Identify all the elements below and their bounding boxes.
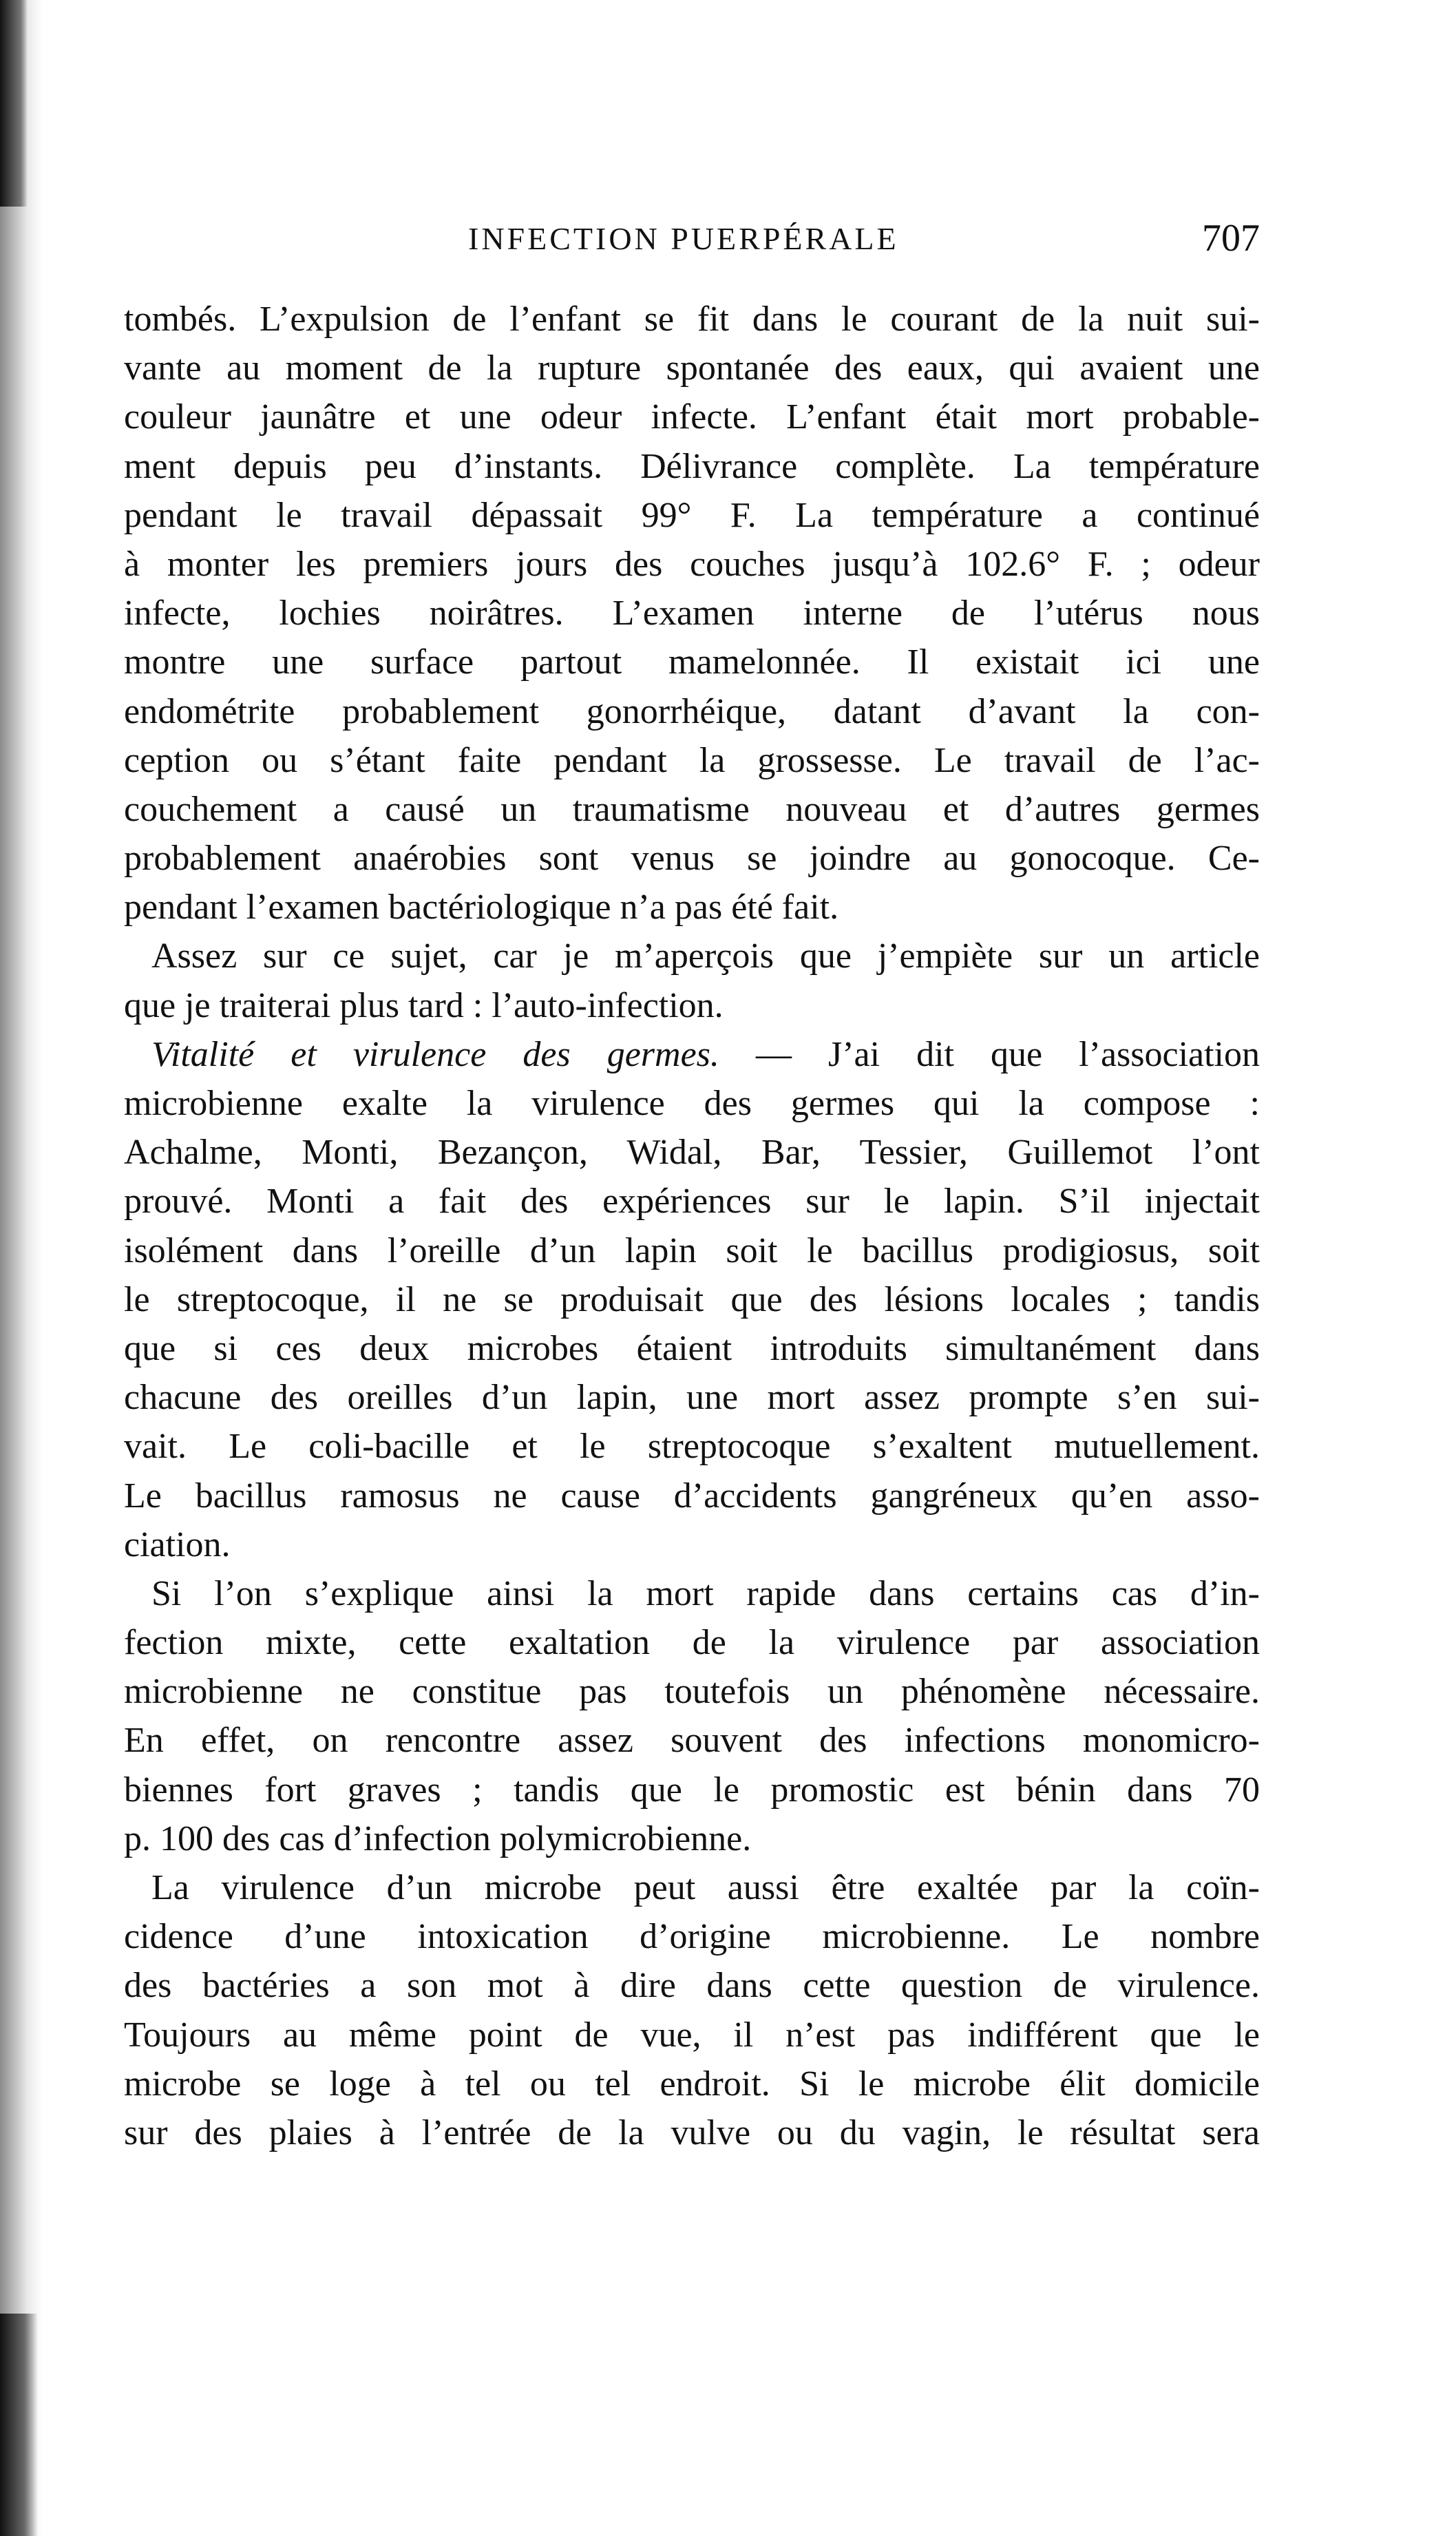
text-line: des bactéries a son mot à dire dans cette question de virulence. [124,1966,1260,2006]
page-number: 707 [1202,217,1260,260]
text-line: En effet, on rencontre assez souvent des infections monomicro- [124,1721,1260,1761]
text-line: le streptocoque, il ne se produisait que des lésions locales ; tandis [124,1279,1260,1319]
text-line: à monter les premiers jours des couches jusqu’à 102.6° F. ; odeur [124,544,1260,584]
text-line: microbienne exalte la virulence des germes qui la compose : [124,1084,1260,1123]
text-line: pendant le travail dépassait 99° F. La température a continué [124,495,1260,535]
section-heading: Vitalité et virulence des germes. [151,1034,719,1074]
text-line: La virulence d’un microbe peut aussi être exaltée par la coïn- [151,1868,1260,1907]
text-line: cidence d’une intoxication d’origine microbienne. Le nombre [124,1917,1260,1957]
text-line: Achalme, Monti, Bezançon, Widal, Bar, Tessier, Guillemot l’ont [124,1133,1260,1173]
text-line: vante au moment de la rupture spontanée des eaux, qui avaient une [124,348,1260,388]
text-line: que je traiterai plus tard : l’auto-infection. [124,985,724,1025]
scan-noise-marks [124,2500,1363,2513]
text-line: Toujours au même point de vue, il n’est pas indifférent que le [124,2015,1260,2055]
running-title: INFECTION PUERPÉRALE [468,221,899,256]
text-line: ment depuis peu d’instants. Délivrance complète. La température [124,446,1260,486]
section-line [124,1030,1260,1079]
text-line: couleur jaunâtre et une odeur infecte. L’enfant était mort probable- [124,397,1260,437]
text-line: fection mixte, cette exaltation de la virulence par association [124,1623,1260,1663]
text-line: probablement anaérobies sont venus se joindre au gonocoque. Ce- [124,839,1260,879]
scan-edge-shadow [0,0,43,2536]
text-line: vait. Le coli-bacille et le streptocoque s’exaltent mutuellement. [124,1427,1260,1467]
body-text [124,295,1260,2157]
text-line: Si l’on s’explique ainsi la mort rapide dans certains cas d’in- [151,1573,1260,1613]
text-line: pendant l’examen bactériologique n’a pas été fait. [124,888,839,928]
text-line: ciation. [124,1524,231,1564]
scan-edge-top [0,0,28,207]
text-line: Le bacillus ramosus ne cause d’accidents gangréneux qu’en asso- [124,1476,1260,1516]
text-line: tombés. L’expulsion de l’enfant se fit dans le courant de la nuit sui- [124,300,1260,339]
text-line: montre une surface partout mamelonnée. Il existait ici une [124,642,1260,682]
text-line: prouvé. Monti a fait des expériences sur le lapin. S’il injectait [124,1182,1260,1222]
text-line: chacune des oreilles d’un lapin, une mort assez prompte s’en sui- [124,1378,1260,1418]
text-line: couchement a causé un traumatisme nouveau et d’autres germes [124,789,1260,829]
text-line: microbienne ne constitue pas toutefois un phénomène nécessaire. [124,1672,1260,1712]
text-line: microbe se loge à tel ou tel endroit. Si le microbe élit domicile [124,2064,1260,2104]
text-line: ception ou s’étant faite pendant la grossesse. Le travail de l’ac- [124,740,1260,780]
text-line: sur des plaies à l’entrée de la vulve ou du vagin, le résultat sera [124,2113,1260,2152]
text-line: infecte, lochies noirâtres. L’examen interne de l’utérus nous [124,594,1260,633]
text-line: endométrite probablement gonorrhéique, datant d’avant la con- [124,691,1260,731]
text-line: isolément dans l’oreille d’un lapin soit le bacillus prodigiosus, soit [124,1230,1260,1270]
text-line: que si ces deux microbes étaient introduits simultanément dans [124,1328,1260,1368]
running-head [124,217,1260,269]
section-line-text: — J’ai dit que l’association [755,1034,1260,1074]
text-line: Assez sur ce sujet, car je m’aperçois que j’empiète sur un article [151,936,1260,976]
scan-edge-bottom [0,2314,38,2536]
text-line: biennes fort graves ; tandis que le promostic est bénin dans 70 [124,1770,1260,1810]
text-line: p. 100 des cas d’infection polymicrobienne. [124,1819,752,1858]
